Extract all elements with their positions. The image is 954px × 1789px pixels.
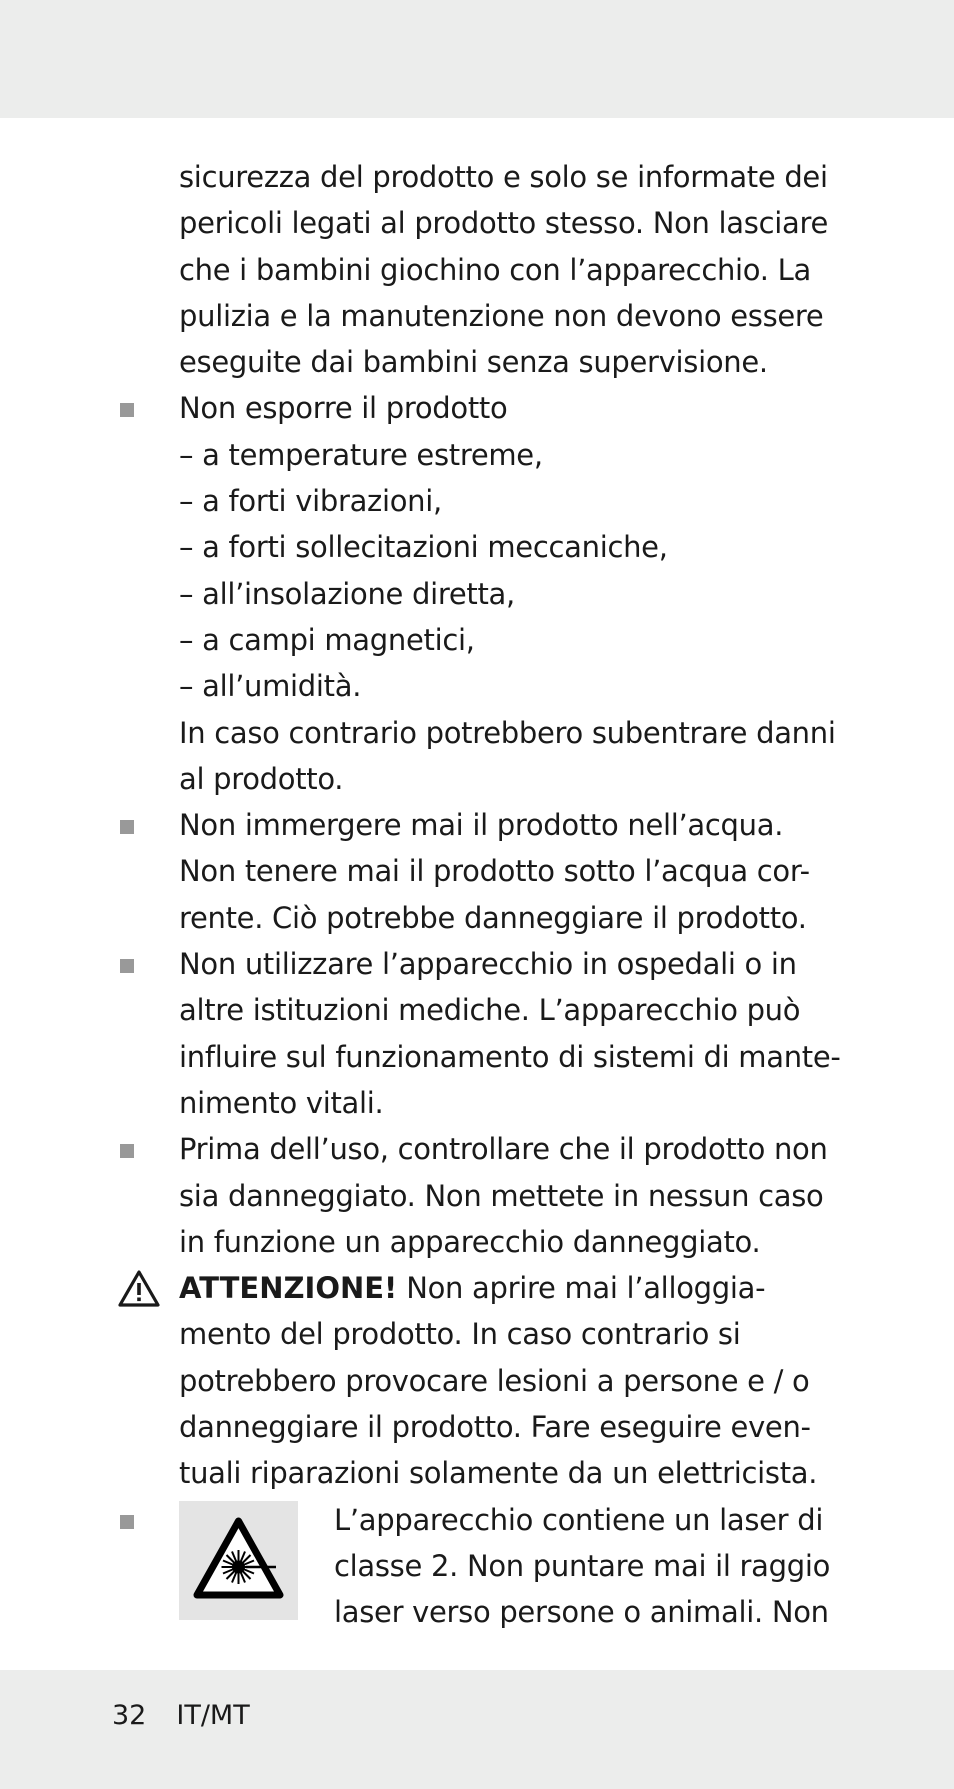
text-line: potrebbero provocare lesioni a persone e / o [179,1363,810,1398]
text-line: danneggiare il prodotto. Fare eseguire even- [179,1410,811,1445]
warning-triangle-icon [118,1270,160,1307]
square-bullet-icon [120,1515,134,1529]
text-line: Non immergere mai il prodotto nell’acqua. [179,808,784,843]
check-list-item [0,1126,954,1265]
exposure-condition: – a forti vibrazioni, [179,484,442,519]
text-line: pulizia e la manutenzione non devono essere [179,298,824,333]
text-line: che i bambini giochino con l’apparecchio. La [179,252,811,287]
text-line: L’apparecchio contiene un laser di [334,1502,824,1537]
square-bullet-icon [120,959,134,973]
text-line: laser verso persone o animali. Non [334,1595,829,1630]
square-bullet-icon [120,1144,134,1158]
text-line: mento del prodotto. In caso contrario si [179,1317,741,1352]
page-number: 32 [112,1700,147,1731]
warning-label: ATTENZIONE! [179,1271,398,1306]
square-bullet-icon [120,820,134,834]
laser-list-item [0,1497,954,1637]
text-line: in funzione un apparecchio danneggiato. [179,1224,761,1259]
text-line: Non tenere mai il prodotto sotto l’acqua cor- [179,854,810,889]
hospital-list-item [0,941,954,1126]
laser-hazard-sign [179,1501,298,1620]
text-line: eseguite dai bambini senza supervisione. [179,345,768,380]
warning-first-line [179,1265,894,1311]
page-footer [112,1700,280,1731]
exposure-list-item [0,385,954,802]
text-line: classe 2. Non puntare mai il raggio [334,1548,831,1583]
text-line: altre istituzioni mediche. L’apparecchio può [179,993,801,1028]
text-line: sia danneggiato. Non mettete in nessun caso [179,1178,824,1213]
text-line: influire sul funzionamento di sistemi di mante- [179,1039,841,1074]
laser-hazard-icon [179,1501,298,1620]
exposure-condition: – all’umidità. [179,669,362,704]
text-line: Prima dell’uso, controllare che il prodotto non [179,1132,828,1167]
intro-paragraph [0,154,954,385]
water-list-item [0,802,954,941]
exposure-condition: – a temperature estreme, [179,437,543,472]
text-line: In caso contrario potrebbero subentrare danni [179,715,836,750]
exposure-lead: Non esporre il prodotto [179,391,508,426]
text-line: tuali riparazioni solamente da un elettricista. [179,1456,818,1491]
text-line: rente. Ciò potrebbe danneggiare il prodotto. [179,900,807,935]
manual-page-content [0,154,954,1637]
text-line: pericoli legati al prodotto stesso. Non lasciare [179,206,828,241]
language-code: IT/MT [176,1700,250,1731]
exposure-condition: – all’insolazione diretta, [179,576,515,611]
text-line: Non utilizzare l’apparecchio in ospedali o in [179,947,797,982]
text-line: sicurezza del prodotto e solo se informate dei [179,160,828,194]
text-line: al prodotto. [179,761,344,796]
top-margin-band [0,0,954,118]
text-line: nimento vitali. [179,1085,384,1120]
laser-warning-text [334,1497,894,1636]
exposure-condition: – a campi magnetici, [179,622,475,657]
exposure-condition: – a forti sollecitazioni meccaniche, [179,530,668,565]
warning-first-line-text: Non aprire mai l’alloggia- [397,1271,766,1306]
square-bullet-icon [120,403,134,417]
warning-notice [0,1265,954,1496]
